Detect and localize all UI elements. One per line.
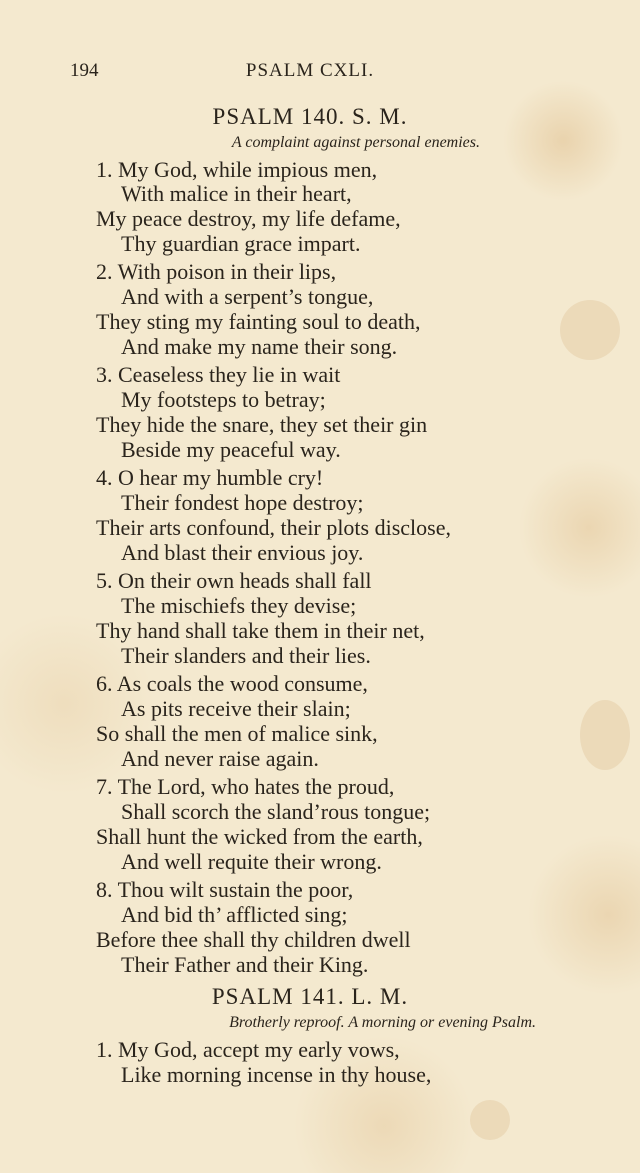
psalm-141-subtitle: Brotherly reproof. A morning or evening Psalm. (229, 1014, 536, 1031)
verse-line: Their Father and their King. (121, 952, 369, 977)
verse-line: They sting my fainting soul to death, (96, 309, 421, 334)
page-number: 194 (70, 60, 99, 81)
verse-line: 6. As coals the wood consume, (96, 671, 368, 696)
verse-line: Shall scorch the sland’rous tongue; (121, 799, 431, 824)
verse-line: Shall hunt the wicked from the earth, (96, 824, 423, 849)
verse-line: 7. The Lord, who hates the proud, (96, 774, 395, 799)
verse-line: And never raise again. (121, 746, 319, 771)
psalm-140-title: PSALM 140. S. M. (212, 104, 408, 129)
running-title: PSALM CXLI. (245, 60, 375, 81)
verse-line: 8. Thou wilt sustain the poor, (96, 877, 354, 902)
foxing-stain (560, 300, 620, 360)
page-header (70, 60, 550, 90)
foxing-stain (470, 1100, 510, 1140)
verse-line: 2. With poison in their lips, (96, 259, 337, 284)
verse-line: 4. O hear my humble cry! (96, 465, 324, 490)
verse-line: So shall the men of malice sink, (96, 721, 378, 746)
verse-line: And well requite their wrong. (121, 849, 382, 874)
verse-line: Thy hand shall take them in their net, (96, 618, 425, 643)
verse-line: Their fondest hope destroy; (121, 490, 364, 515)
psalm-141-title: PSALM 141. L. M. (211, 984, 409, 1009)
verse-line: And make my name their song. (121, 334, 398, 359)
verse-line: My footsteps to betray; (121, 387, 326, 412)
verse-line: Like morning incense in thy house, (121, 1062, 432, 1087)
verse-line: And bid th’ afflicted sing; (121, 902, 348, 927)
foxing-stain (580, 700, 630, 770)
verse-line: The mischiefs they devise; (121, 593, 357, 618)
verse-line: 1. My God, while impious men, (96, 157, 378, 182)
verse-line: 3. Ceaseless they lie in wait (96, 362, 341, 387)
verse-line: 5. On their own heads shall fall (96, 568, 372, 593)
verse-line: Beside my peaceful way. (121, 437, 341, 462)
verse-line: Their arts confound, their plots disclose, (96, 515, 451, 540)
verse-line: As pits receive their slain; (121, 696, 351, 721)
verse-line: Before thee shall thy children dwell (96, 927, 411, 952)
verse-line: Their slanders and their lies. (121, 643, 371, 668)
verse-line: With malice in their heart, (121, 181, 352, 206)
verse-line: And blast their envious joy. (121, 540, 364, 565)
verse-line: They hide the snare, they set their gin (96, 412, 428, 437)
verse-line: And with a serpent’s tongue, (121, 284, 374, 309)
psalm-140-subtitle: A complaint against personal enemies. (231, 134, 480, 151)
verse-line: Thy guardian grace impart. (121, 231, 361, 256)
verse-line: 1. My God, accept my early vows, (96, 1037, 400, 1062)
verse-line: My peace destroy, my life defame, (96, 206, 401, 231)
